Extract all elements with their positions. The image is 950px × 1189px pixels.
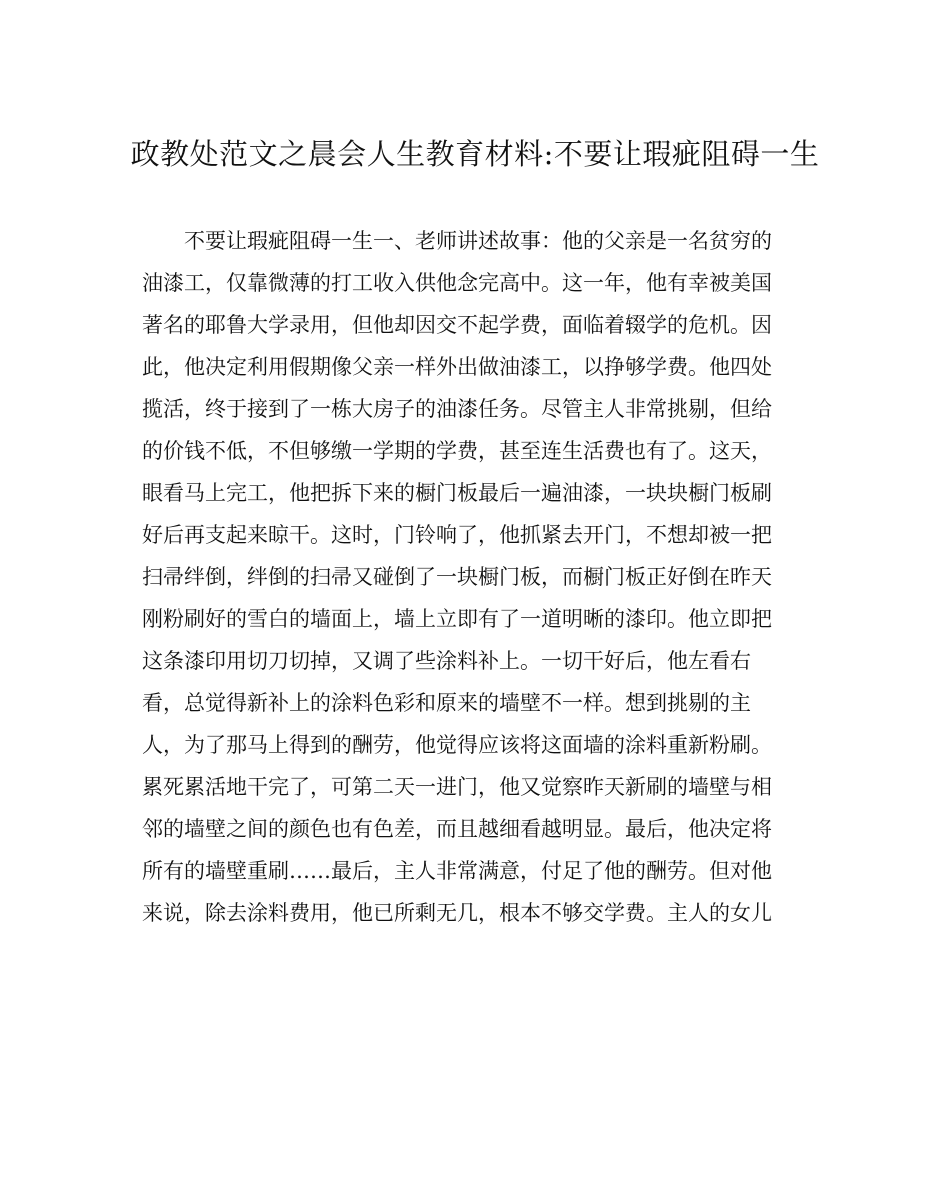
paragraph-line: 来说，除去涂料费用，他已所剩无几，根本不够交学费。主人的女儿: [142, 901, 772, 925]
paragraph-line: 眼看马上完工，他把拆下来的橱门板最后一遍油漆，一块块橱门板刷: [142, 481, 772, 505]
paragraph-line: 油漆工，仅靠微薄的打工收入供他念完高中。这一年，他有幸被美国: [142, 271, 772, 295]
paragraph-line: 看，总觉得新补上的涂料色彩和原来的墙壁不一样。想到挑剔的主: [142, 691, 751, 715]
paragraph-line: 这条漆印用切刀切掉，又调了些涂料补上。一切干好后，他左看右: [142, 649, 751, 673]
document-title: 政教处范文之晨会人生教育材料:不要让瑕疵阻碍一生: [130, 137, 820, 171]
paragraph-line: 好后再支起来晾干。这时，门铃响了，他抓紧去开门，不想却被一把: [142, 523, 772, 547]
paragraph-line: 揽活，终于接到了一栋大房子的油漆任务。尽管主人非常挑剔，但给: [142, 397, 772, 421]
paragraph-line: 的价钱不低，不但够缴一学期的学费，甚至连生活费也有了。这天，: [142, 439, 772, 463]
paragraph-line: 所有的墙壁重刷……最后，主人非常满意，付足了他的酬劳。但对他: [142, 859, 772, 883]
paragraph-line: 此，他决定利用假期像父亲一样外出做油漆工，以挣够学费。他四处: [142, 355, 772, 379]
paragraph-line: 著名的耶鲁大学录用，但他却因交不起学费，面临着辍学的危机。因: [142, 313, 772, 337]
paragraph-line: 刚粉刷好的雪白的墙面上，墙上立即有了一道明晰的漆印。他立即把: [142, 607, 772, 631]
story-paragraph: [142, 220, 802, 934]
paragraph-line: 扫帚绊倒，绊倒的扫帚又碰倒了一块橱门板，而橱门板正好倒在昨天: [142, 565, 772, 589]
paragraph-line: 人，为了那马上得到的酬劳，他觉得应该将这面墙的涂料重新粉刷。: [142, 733, 772, 757]
paragraph-line: 邻的墙壁之间的颜色也有色差，而且越细看越明显。最后，他决定将: [142, 817, 772, 841]
paragraph-line: 不要让瑕疵阻碍一生一、老师讲述故事：他的父亲是一名贫穷的: [184, 229, 772, 253]
paragraph-line: 累死累活地干完了，可第二天一进门，他又觉察昨天新刷的墙壁与相: [142, 775, 772, 799]
